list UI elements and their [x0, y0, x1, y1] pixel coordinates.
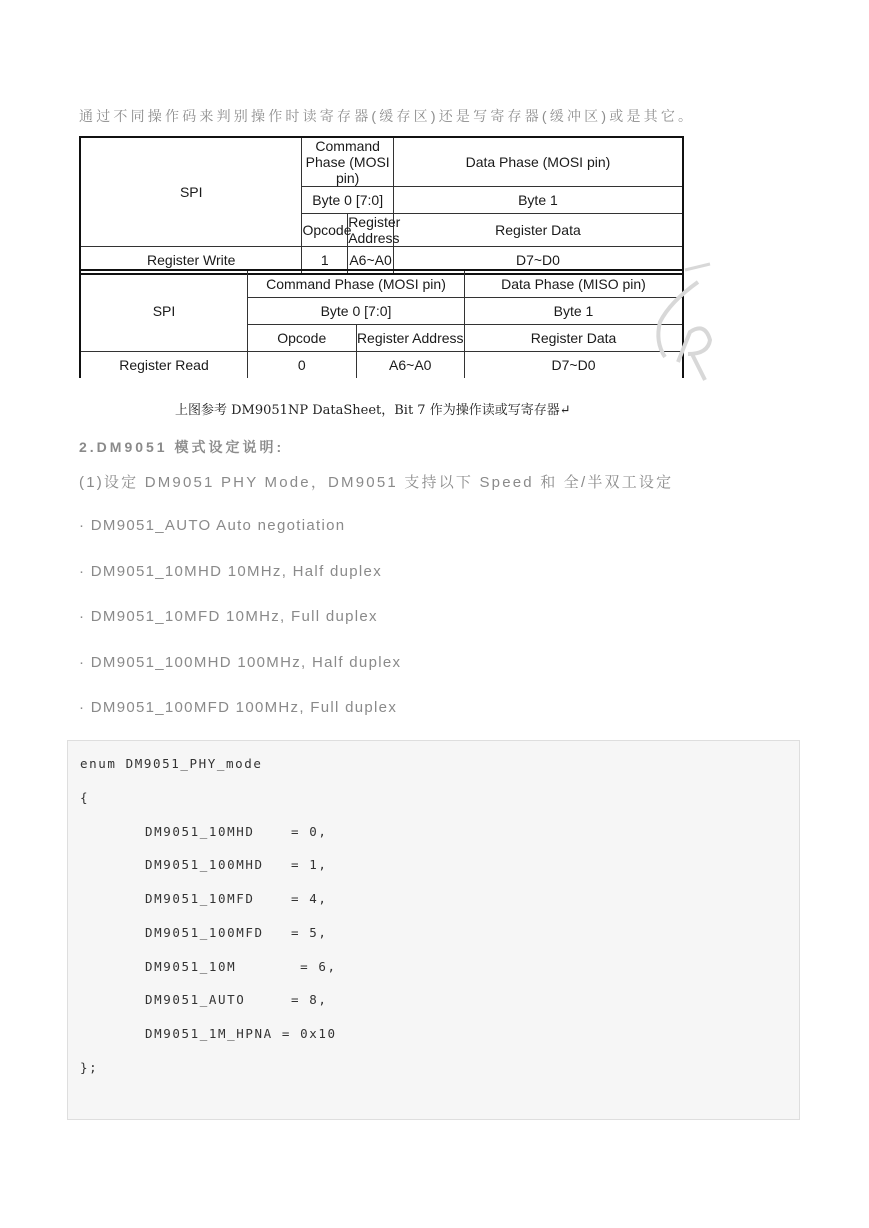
- byte0-cell: Byte 0 [7:0]: [248, 298, 465, 325]
- intro-paragraph: 通过不同操作码来判别操作时读寄存器(缓存区)还是写寄存器(缓冲区)或是其它。: [79, 108, 696, 124]
- list-item: · DM9051_10MHD 10MHz, Half duplex: [79, 563, 383, 580]
- register-read-table: [79, 269, 684, 378]
- command-phase-header: Command Phase (MOSI pin): [248, 270, 465, 298]
- code-member: DM9051_100MHD = 1,: [145, 857, 328, 872]
- data-phase-header: Data Phase (MISO pin): [465, 270, 684, 298]
- code-block: [67, 740, 800, 1120]
- code-close-brace: };: [80, 1060, 99, 1075]
- code-member: DM9051_AUTO = 8,: [145, 992, 328, 1007]
- row-opcode: 1: [302, 247, 348, 275]
- register-write-table: [79, 136, 684, 275]
- list-item: · DM9051_AUTO Auto negotiation: [79, 517, 346, 534]
- register-data-header: Register Data: [393, 214, 683, 247]
- code-member: DM9051_10MFD = 4,: [145, 891, 328, 906]
- row-label: Register Read: [80, 352, 248, 379]
- byte0-cell: Byte 0 [7:0]: [302, 187, 393, 214]
- row-address: A6~A0: [356, 352, 465, 379]
- figure-caption: 上图参考 DM9051NP DataSheet，Bit 7 作为操作读或写寄存器↵: [175, 403, 571, 418]
- row-opcode: 0: [248, 352, 357, 379]
- register-data-header: Register Data: [465, 325, 684, 352]
- code-member: DM9051_1M_HPNA = 0x10: [145, 1026, 337, 1041]
- phy-mode-description: (1)设定 DM9051 PHY Mode，DM9051 支持以下 Speed 和 全/半双工设定: [79, 474, 674, 491]
- code-open-brace: {: [80, 790, 90, 805]
- opcode-header: Opcode: [302, 214, 348, 247]
- command-phase-header: Command Phase (MOSI pin): [302, 137, 393, 187]
- code-member: DM9051_100MFD = 5,: [145, 925, 328, 940]
- row-data: D7~D0: [465, 352, 684, 379]
- code-member: DM9051_10M = 6,: [145, 959, 337, 974]
- byte1-cell: Byte 1: [393, 187, 683, 214]
- opcode-header: Opcode: [248, 325, 357, 352]
- row-label: Register Write: [80, 247, 302, 275]
- spi-cell: SPI: [80, 270, 248, 352]
- list-item: · DM9051_100MHD 100MHz, Half duplex: [79, 654, 402, 671]
- list-item: · DM9051_100MFD 100MHz, Full duplex: [79, 699, 398, 716]
- register-address-header: Register Address: [348, 214, 401, 246]
- code-enum-header: enum DM9051_PHY_mode: [80, 756, 263, 771]
- code-member: DM9051_10MHD = 0,: [145, 824, 328, 839]
- list-item: · DM9051_10MFD 10MHz, Full duplex: [79, 608, 378, 625]
- row-data: D7~D0: [393, 247, 683, 275]
- row-address: A6~A0: [348, 247, 394, 275]
- register-address-header: Register Address: [356, 325, 465, 352]
- spi-cell: SPI: [80, 137, 302, 247]
- byte1-cell: Byte 1: [465, 298, 684, 325]
- section-title: 2.DM9051 模式设定说明:: [79, 439, 285, 455]
- data-phase-header: Data Phase (MOSI pin): [393, 137, 683, 187]
